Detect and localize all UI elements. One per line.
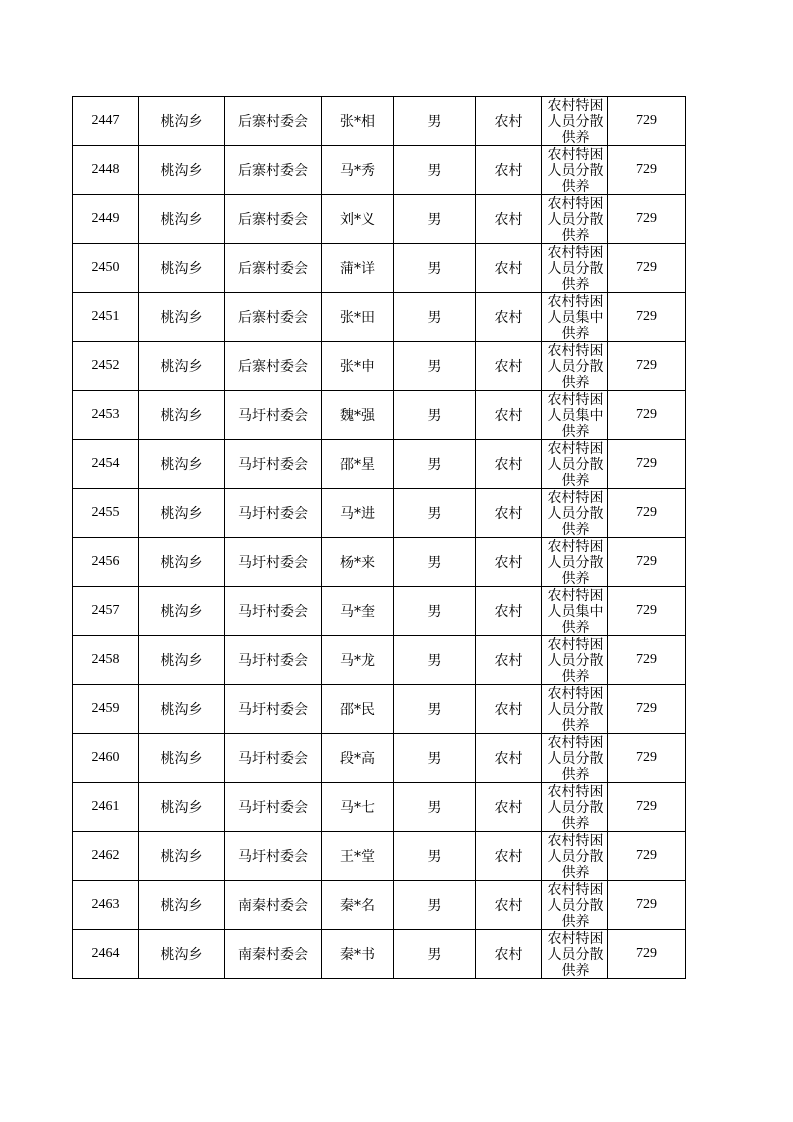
cell-serial-number: 2452 [73, 342, 139, 391]
cell-area-type: 农村 [476, 685, 542, 734]
support-category-text: 农村特困人员集中供养 [547, 392, 604, 439]
table-row [73, 146, 686, 195]
cell-amount: 729 [608, 685, 686, 734]
cell-gender: 男 [394, 146, 476, 195]
cell-serial-number: 2449 [73, 195, 139, 244]
cell-village-committee: 马圩村委会 [225, 832, 322, 881]
support-category-text: 农村特困人员分散供养 [547, 441, 604, 488]
cell-amount: 729 [608, 734, 686, 783]
table-row [73, 538, 686, 587]
cell-area-type: 农村 [476, 97, 542, 146]
cell-serial-number: 2460 [73, 734, 139, 783]
cell-area-type: 农村 [476, 636, 542, 685]
cell-area-type: 农村 [476, 538, 542, 587]
cell-serial-number: 2459 [73, 685, 139, 734]
support-category-text: 农村特困人员分散供养 [547, 882, 604, 929]
cell-village-committee: 后寨村委会 [225, 97, 322, 146]
cell-gender: 男 [394, 293, 476, 342]
cell-support-category [542, 195, 608, 244]
cell-gender: 男 [394, 489, 476, 538]
cell-serial-number: 2463 [73, 881, 139, 930]
cell-amount: 729 [608, 391, 686, 440]
cell-gender: 男 [394, 195, 476, 244]
cell-person-name: 马*龙 [322, 636, 394, 685]
cell-support-category [542, 342, 608, 391]
support-category-text: 农村特困人员分散供养 [547, 196, 604, 243]
cell-support-category [542, 881, 608, 930]
support-category-text: 农村特困人员分散供养 [547, 784, 604, 831]
cell-area-type: 农村 [476, 342, 542, 391]
table-row [73, 244, 686, 293]
cell-township: 桃沟乡 [139, 685, 225, 734]
cell-township: 桃沟乡 [139, 489, 225, 538]
cell-serial-number: 2458 [73, 636, 139, 685]
table-row [73, 881, 686, 930]
cell-gender: 男 [394, 97, 476, 146]
cell-township: 桃沟乡 [139, 195, 225, 244]
cell-gender: 男 [394, 440, 476, 489]
table-row [73, 97, 686, 146]
cell-gender: 男 [394, 636, 476, 685]
cell-area-type: 农村 [476, 293, 542, 342]
table-row [73, 342, 686, 391]
cell-gender: 男 [394, 685, 476, 734]
cell-township: 桃沟乡 [139, 97, 225, 146]
table-row [73, 734, 686, 783]
cell-person-name: 杨*来 [322, 538, 394, 587]
cell-township: 桃沟乡 [139, 293, 225, 342]
cell-gender: 男 [394, 391, 476, 440]
cell-township: 桃沟乡 [139, 587, 225, 636]
support-category-text: 农村特困人员分散供养 [547, 147, 604, 194]
cell-gender: 男 [394, 881, 476, 930]
cell-person-name: 王*堂 [322, 832, 394, 881]
support-category-text: 农村特困人员分散供养 [547, 735, 604, 782]
cell-area-type: 农村 [476, 930, 542, 979]
cell-area-type: 农村 [476, 146, 542, 195]
cell-area-type: 农村 [476, 489, 542, 538]
cell-support-category [542, 734, 608, 783]
cell-village-committee: 马圩村委会 [225, 685, 322, 734]
cell-support-category [542, 391, 608, 440]
table-row [73, 636, 686, 685]
cell-amount: 729 [608, 538, 686, 587]
cell-township: 桃沟乡 [139, 391, 225, 440]
cell-support-category [542, 146, 608, 195]
cell-village-committee: 马圩村委会 [225, 734, 322, 783]
cell-serial-number: 2462 [73, 832, 139, 881]
cell-support-category [542, 685, 608, 734]
cell-person-name: 邵*民 [322, 685, 394, 734]
cell-gender: 男 [394, 783, 476, 832]
cell-township: 桃沟乡 [139, 538, 225, 587]
support-category-text: 农村特困人员分散供养 [547, 931, 604, 978]
cell-area-type: 农村 [476, 783, 542, 832]
cell-serial-number: 2457 [73, 587, 139, 636]
support-category-text: 农村特困人员分散供养 [547, 686, 604, 733]
cell-village-committee: 后寨村委会 [225, 342, 322, 391]
table-row [73, 293, 686, 342]
cell-serial-number: 2454 [73, 440, 139, 489]
cell-township: 桃沟乡 [139, 734, 225, 783]
roster-table [72, 96, 686, 979]
cell-township: 桃沟乡 [139, 244, 225, 293]
cell-township: 桃沟乡 [139, 146, 225, 195]
cell-gender: 男 [394, 734, 476, 783]
cell-amount: 729 [608, 881, 686, 930]
cell-support-category [542, 440, 608, 489]
cell-amount: 729 [608, 489, 686, 538]
support-category-text: 农村特困人员分散供养 [547, 245, 604, 292]
table-row [73, 783, 686, 832]
cell-gender: 男 [394, 244, 476, 293]
cell-amount: 729 [608, 342, 686, 391]
table-row [73, 391, 686, 440]
cell-person-name: 邵*星 [322, 440, 394, 489]
cell-amount: 729 [608, 783, 686, 832]
cell-support-category [542, 587, 608, 636]
cell-area-type: 农村 [476, 391, 542, 440]
cell-village-committee: 南秦村委会 [225, 930, 322, 979]
cell-support-category [542, 832, 608, 881]
cell-gender: 男 [394, 832, 476, 881]
support-category-text: 农村特困人员集中供养 [547, 294, 604, 341]
cell-person-name: 秦*书 [322, 930, 394, 979]
table-row [73, 832, 686, 881]
cell-village-committee: 后寨村委会 [225, 244, 322, 293]
cell-serial-number: 2447 [73, 97, 139, 146]
cell-person-name: 秦*名 [322, 881, 394, 930]
cell-person-name: 张*相 [322, 97, 394, 146]
support-category-text: 农村特困人员分散供养 [547, 637, 604, 684]
cell-village-committee: 马圩村委会 [225, 538, 322, 587]
cell-village-committee: 马圩村委会 [225, 489, 322, 538]
cell-gender: 男 [394, 587, 476, 636]
cell-township: 桃沟乡 [139, 342, 225, 391]
cell-amount: 729 [608, 195, 686, 244]
cell-serial-number: 2451 [73, 293, 139, 342]
cell-amount: 729 [608, 930, 686, 979]
cell-person-name: 马*奎 [322, 587, 394, 636]
support-category-text: 农村特困人员集中供养 [547, 588, 604, 635]
support-category-text: 农村特困人员分散供养 [547, 490, 604, 537]
cell-township: 桃沟乡 [139, 636, 225, 685]
cell-village-committee: 马圩村委会 [225, 636, 322, 685]
cell-person-name: 马*秀 [322, 146, 394, 195]
cell-area-type: 农村 [476, 881, 542, 930]
cell-serial-number: 2456 [73, 538, 139, 587]
cell-village-committee: 马圩村委会 [225, 440, 322, 489]
table-row [73, 440, 686, 489]
roster-body [73, 97, 686, 979]
support-category-text: 农村特困人员分散供养 [547, 98, 604, 145]
cell-amount: 729 [608, 97, 686, 146]
cell-amount: 729 [608, 244, 686, 293]
cell-township: 桃沟乡 [139, 881, 225, 930]
cell-township: 桃沟乡 [139, 832, 225, 881]
table-row [73, 930, 686, 979]
cell-village-committee: 后寨村委会 [225, 146, 322, 195]
cell-person-name: 张*田 [322, 293, 394, 342]
cell-amount: 729 [608, 832, 686, 881]
cell-serial-number: 2453 [73, 391, 139, 440]
table-row [73, 195, 686, 244]
cell-person-name: 魏*强 [322, 391, 394, 440]
cell-serial-number: 2450 [73, 244, 139, 293]
cell-amount: 729 [608, 587, 686, 636]
cell-village-committee: 马圩村委会 [225, 587, 322, 636]
cell-person-name: 段*高 [322, 734, 394, 783]
cell-amount: 729 [608, 636, 686, 685]
cell-village-committee: 后寨村委会 [225, 293, 322, 342]
cell-person-name: 刘*义 [322, 195, 394, 244]
cell-serial-number: 2448 [73, 146, 139, 195]
cell-gender: 男 [394, 538, 476, 587]
cell-township: 桃沟乡 [139, 440, 225, 489]
table-row [73, 489, 686, 538]
cell-support-category [542, 293, 608, 342]
cell-township: 桃沟乡 [139, 930, 225, 979]
cell-amount: 729 [608, 146, 686, 195]
cell-person-name: 张*申 [322, 342, 394, 391]
cell-village-committee: 马圩村委会 [225, 391, 322, 440]
cell-gender: 男 [394, 930, 476, 979]
cell-serial-number: 2461 [73, 783, 139, 832]
cell-area-type: 农村 [476, 832, 542, 881]
cell-village-committee: 南秦村委会 [225, 881, 322, 930]
cell-support-category [542, 783, 608, 832]
cell-village-committee: 马圩村委会 [225, 783, 322, 832]
cell-person-name: 马*七 [322, 783, 394, 832]
cell-area-type: 农村 [476, 587, 542, 636]
cell-area-type: 农村 [476, 244, 542, 293]
cell-area-type: 农村 [476, 195, 542, 244]
cell-person-name: 蒲*详 [322, 244, 394, 293]
cell-serial-number: 2455 [73, 489, 139, 538]
table-row [73, 685, 686, 734]
cell-support-category [542, 244, 608, 293]
support-category-text: 农村特困人员分散供养 [547, 539, 604, 586]
support-category-text: 农村特困人员分散供养 [547, 343, 604, 390]
cell-township: 桃沟乡 [139, 783, 225, 832]
cell-amount: 729 [608, 293, 686, 342]
cell-gender: 男 [394, 342, 476, 391]
cell-support-category [542, 538, 608, 587]
cell-support-category [542, 489, 608, 538]
support-category-text: 农村特困人员分散供养 [547, 833, 604, 880]
cell-support-category [542, 930, 608, 979]
cell-person-name: 马*进 [322, 489, 394, 538]
cell-area-type: 农村 [476, 734, 542, 783]
cell-support-category [542, 636, 608, 685]
cell-area-type: 农村 [476, 440, 542, 489]
table-row [73, 587, 686, 636]
cell-village-committee: 后寨村委会 [225, 195, 322, 244]
cell-serial-number: 2464 [73, 930, 139, 979]
cell-amount: 729 [608, 440, 686, 489]
cell-support-category [542, 97, 608, 146]
